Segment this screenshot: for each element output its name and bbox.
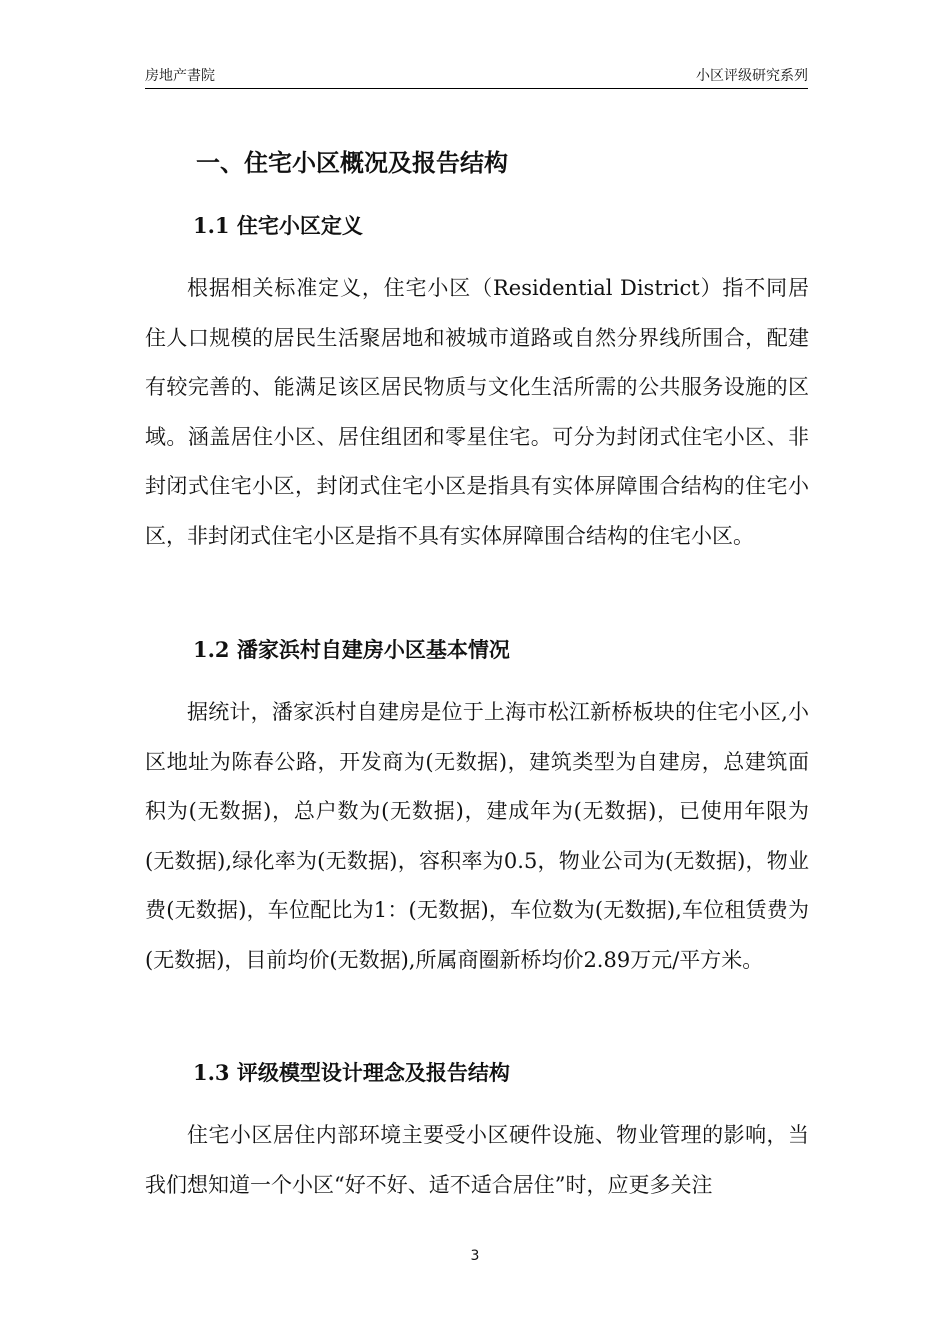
section-heading-1-2: 1.2 潘家浜村自建房小区基本情况 [193,637,510,662]
section-heading-1-3: 1.3 评级模型设计理念及报告结构 [193,1060,510,1085]
section-paragraph-1-2: 据统计，潘家浜村自建房是位于上海市松江新桥板块的住宅小区,小区地址为陈春公路，开发商为(无数据)，建筑类型为自建房，总建筑面积为(无数据)，总户数为(无数据)，建成年为(无数据)，已使用年限为(无数据),绿化率为(无数据)，容积率为0.5，物业公司为(无数据)，物业费(无数据)，车位配比为1：(无数据)，车位数为(无数据),车位租赁费为(无数据)，目前均价(无数据),所属商圈新桥均价2.89万元/平方米。 [145,700,809,972]
page-number: 3 [470,1248,480,1264]
header-series-title: 小区评级研究系列 [696,68,808,84]
section-paragraph-1-3: 住宅小区居住内部环境主要受小区硬件设施、物业管理的影响，当我们想知道一个小区“好不好、适不适合居住”时，应更多关注 [145,1123,809,1197]
page-header [145,66,808,89]
section-paragraph-1-1: 根据相关标准定义，住宅小区（Residential District）指不同居住人口规模的居民生活聚居地和被城市道路或自然分界线所围合，配建有较完善的、能满足该区居民物质与文化生活所需的公共服务设施的区域。涵盖居住小区、居住组团和零星住宅。可分为封闭式住宅小区、非封闭式住宅小区，封闭式住宅小区是指具有实体屏障围合结构的住宅小区，非封闭式住宅小区是指不具有实体屏障围合结构的住宅小区。 [145,276,809,548]
section-heading-1-1: 1.1 住宅小区定义 [193,213,363,238]
header-publisher: 房地产書院 [145,68,215,84]
chapter-title: 一、住宅小区概况及报告结构 [196,148,508,177]
